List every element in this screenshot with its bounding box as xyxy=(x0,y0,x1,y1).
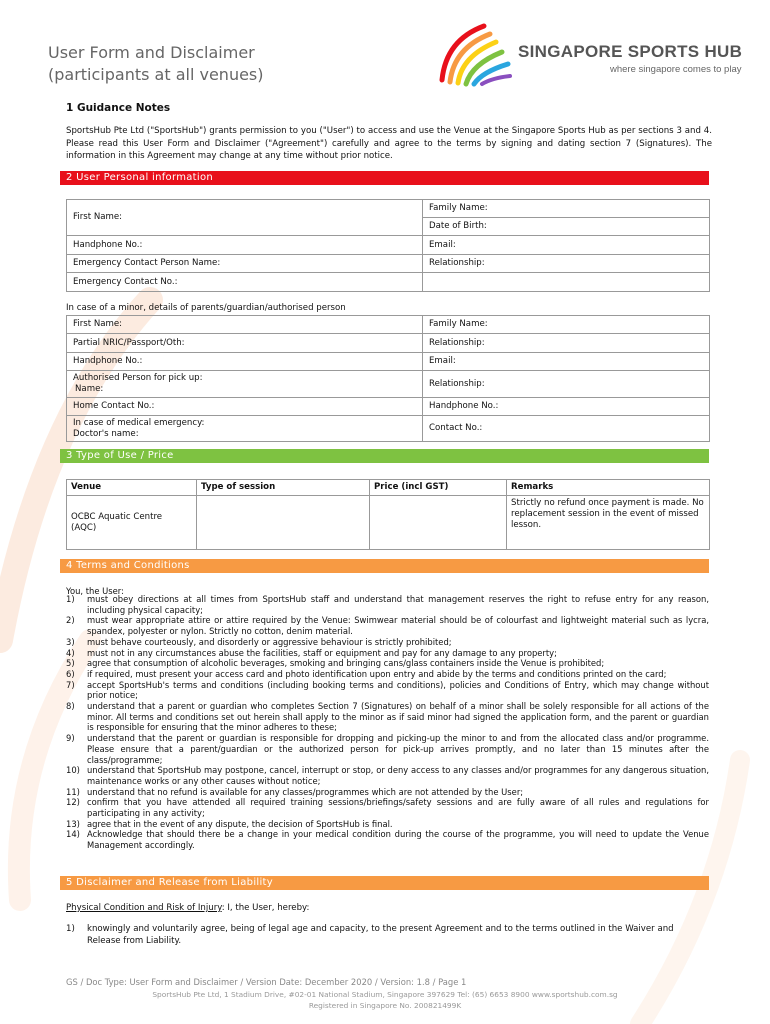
term-item: 12) confirm that you have attended all required training sessions/briefings/safety sessions and are fully aware of all rules and regulations for participating in any activity; xyxy=(66,797,709,819)
section-3-header: 3 Type of Use / Price xyxy=(60,449,709,463)
logo-tagline: where singapore comes to play xyxy=(610,64,742,75)
medical-label-1: In case of medical emergency: xyxy=(73,417,205,428)
first-name-field[interactable]: First Name: xyxy=(67,200,423,236)
term-item: 13) agree that in the event of any dispute, the decision of SportsHub is final. xyxy=(66,818,393,829)
date-of-birth-field[interactable]: Date of Birth: xyxy=(423,218,710,236)
pickup-person-field[interactable] xyxy=(67,371,423,398)
term-item: 6) if required, must present your access card and photo identification upon entry and abide by the terms and conditions printed on the card; xyxy=(66,668,667,679)
guardian-family-name-field[interactable]: Family Name: xyxy=(423,316,710,334)
venue-code: (AQC) xyxy=(71,522,97,533)
minor-caption: In case of a minor, details of parents/guardian/authorised person xyxy=(66,303,346,313)
term-item: 3) must behave courteously, and disorderly or aggressive behaviour is strictly prohibited; xyxy=(66,636,452,647)
terms-intro: You, the User: xyxy=(66,586,124,596)
guardian-first-name-field[interactable]: First Name: xyxy=(67,316,423,334)
venue-name: OCBC Aquatic Centre xyxy=(71,511,163,522)
relationship-field[interactable]: Relationship: xyxy=(423,255,710,273)
doctor-name-field[interactable] xyxy=(67,416,423,442)
guardian-handphone-field[interactable]: Handphone No.: xyxy=(67,353,423,371)
remarks-cell: Strictly no refund once payment is made. No replacement session in the event of missed lesson. xyxy=(507,496,710,550)
venue-cell xyxy=(67,496,197,550)
guidance-heading: 1 Guidance Notes xyxy=(66,102,171,114)
term-item: 9) understand that the parent or guardian is responsible for dropping and picking-up the minor to and from the allocated class and/or programme. Please ensure that a parent/guardian or the authorized person for pick-up arrives promptly, and no later than 15 minutes after the class/programme; xyxy=(66,733,709,765)
type-of-use-table xyxy=(66,479,710,550)
term-item: 7) accept SportsHub's terms and conditions (including booking terms and conditions), policies and Conditions of Entry, which may change without prior notice; xyxy=(66,679,709,701)
user-personal-table xyxy=(66,199,710,292)
logo-name: SINGAPORE SPORTS HUB xyxy=(518,42,743,61)
col-venue: Venue xyxy=(67,480,197,496)
physical-condition-label: Physical Condition and Risk of Injury xyxy=(66,903,222,913)
term-item: 8) understand that a parent or guardian who completes Section 7 (Signatures) on behalf of a minor shall be solely responsible for all actions of the minor. All terms and conditions set out herein shall apply to the minor as if said minor had signed the application form, and the parent or guardian is responsible for ensuring that the minor adheres to these; xyxy=(66,701,709,733)
pickup-label-2: Name: xyxy=(75,384,104,394)
blank-cell xyxy=(423,273,710,292)
col-price: Price (incl GST) xyxy=(370,480,507,496)
disclaimer-point xyxy=(66,924,709,947)
singapore-sports-hub-logo xyxy=(432,20,743,90)
section-2-header: 2 User Personal information xyxy=(60,171,709,185)
terms-list xyxy=(66,594,709,851)
term-item: 14) Acknowledge that should there be a change in your medical condition during the course of the programme, you will need to update the Venue Management accordingly. xyxy=(66,829,709,851)
term-item: 11) understand that no refund is available for any classes/programmes which are not attended by the User; xyxy=(66,786,524,797)
title-line-2: (participants at all venues) xyxy=(48,65,264,84)
guardian-email-field[interactable]: Email: xyxy=(423,353,710,371)
physical-condition-line xyxy=(66,903,309,913)
guardian-handphone2-field[interactable]: Handphone No.: xyxy=(423,398,710,416)
session-type-cell[interactable] xyxy=(197,496,370,550)
medical-label-2: Doctor's name: xyxy=(73,428,139,439)
emergency-contact-name-field[interactable]: Emergency Contact Person Name: xyxy=(67,255,423,273)
minor-guardian-table xyxy=(66,315,710,442)
handphone-field[interactable]: Handphone No.: xyxy=(67,236,423,255)
family-name-field[interactable]: Family Name: xyxy=(423,200,710,218)
term-item: 1) must obey directions at all times from SportsHub staff and understand that management reserves the right to refuse entry for any reason, including physical capacity; xyxy=(66,594,709,615)
guidance-text: SportsHub Pte Ltd ("SportsHub") grants permission to you ("User") to access and use the Venue at the Singapore Sports Hub as per sections 3 and 4. Please read this User Form and Disclaimer ("Agreement") carefully and agree to the terms by signing and dating section 7 (Signatures). The information in this Agreement may change at any time without prior notice. xyxy=(66,126,712,161)
guardian-nric-field[interactable]: Partial NRIC/Passport/Oth: xyxy=(67,334,423,353)
footer-address: SportsHub Pte Ltd, 1 Stadium Drive, #02-01 National Stadium, Singapore 397629 Tel: (65) 6653 8900 www.sportshub.com.sg xyxy=(152,990,618,999)
physical-condition-rest: : I, the User, hereby: xyxy=(221,903,310,913)
emergency-contact-no-field[interactable]: Emergency Contact No.: xyxy=(67,273,423,292)
pickup-label-1: Authorised Person for pick up: xyxy=(73,373,203,383)
section-4-header: 4 Terms and Conditions xyxy=(60,559,709,573)
pickup-relationship-field[interactable]: Relationship: xyxy=(423,371,710,398)
col-remarks: Remarks xyxy=(507,480,710,496)
doctor-contact-field[interactable]: Contact No.: xyxy=(423,416,710,442)
footer-doc-info: GS / Doc Type: User Form and Disclaimer / Version Date: December 2020 / Version: 1.8 / Page 1 xyxy=(66,977,467,987)
document-title xyxy=(48,42,264,86)
footer-registration: Registered in Singapore No. 200821499K xyxy=(308,1001,462,1010)
col-session-type: Type of session xyxy=(197,480,370,496)
logo-mark-icon xyxy=(432,20,512,90)
guardian-relationship-field[interactable]: Relationship: xyxy=(423,334,710,353)
price-cell[interactable] xyxy=(370,496,507,550)
title-line-1: User Form and Disclaimer xyxy=(48,43,255,62)
home-contact-field[interactable]: Home Contact No.: xyxy=(67,398,423,416)
section-5-header: 5 Disclaimer and Release from Liability xyxy=(60,876,709,890)
disclaimer-point-text: knowingly and voluntarily agree, being of legal age and capacity, to the present Agreement and to the terms outlined in the Waiver and Release from Liability. xyxy=(87,924,674,946)
email-field[interactable]: Email: xyxy=(423,236,710,255)
term-item: 4) must not in any circumstances abuse the facilities, staff or equipment and pay for any damage to any property; xyxy=(66,647,557,658)
term-item: 10) understand that SportsHub may postpone, cancel, interrupt or stop, or deny access to any classes and/or programmes for any dangerous situation, maintenance works or any other causes without notice; xyxy=(66,765,709,786)
disclaimer-point-number: 1) xyxy=(66,924,75,934)
term-item: 5) agree that consumption of alcoholic beverages, smoking and bringing cans/glass containers inside the Venue is prohibited; xyxy=(66,658,605,669)
term-item: 2) must wear appropriate attire or attire required by the Venue: Swimwear material should be of colourfast and lightweight material such as lycra, spandex, polyester or nylon. Strictly no cotton, denim material. xyxy=(66,615,709,637)
